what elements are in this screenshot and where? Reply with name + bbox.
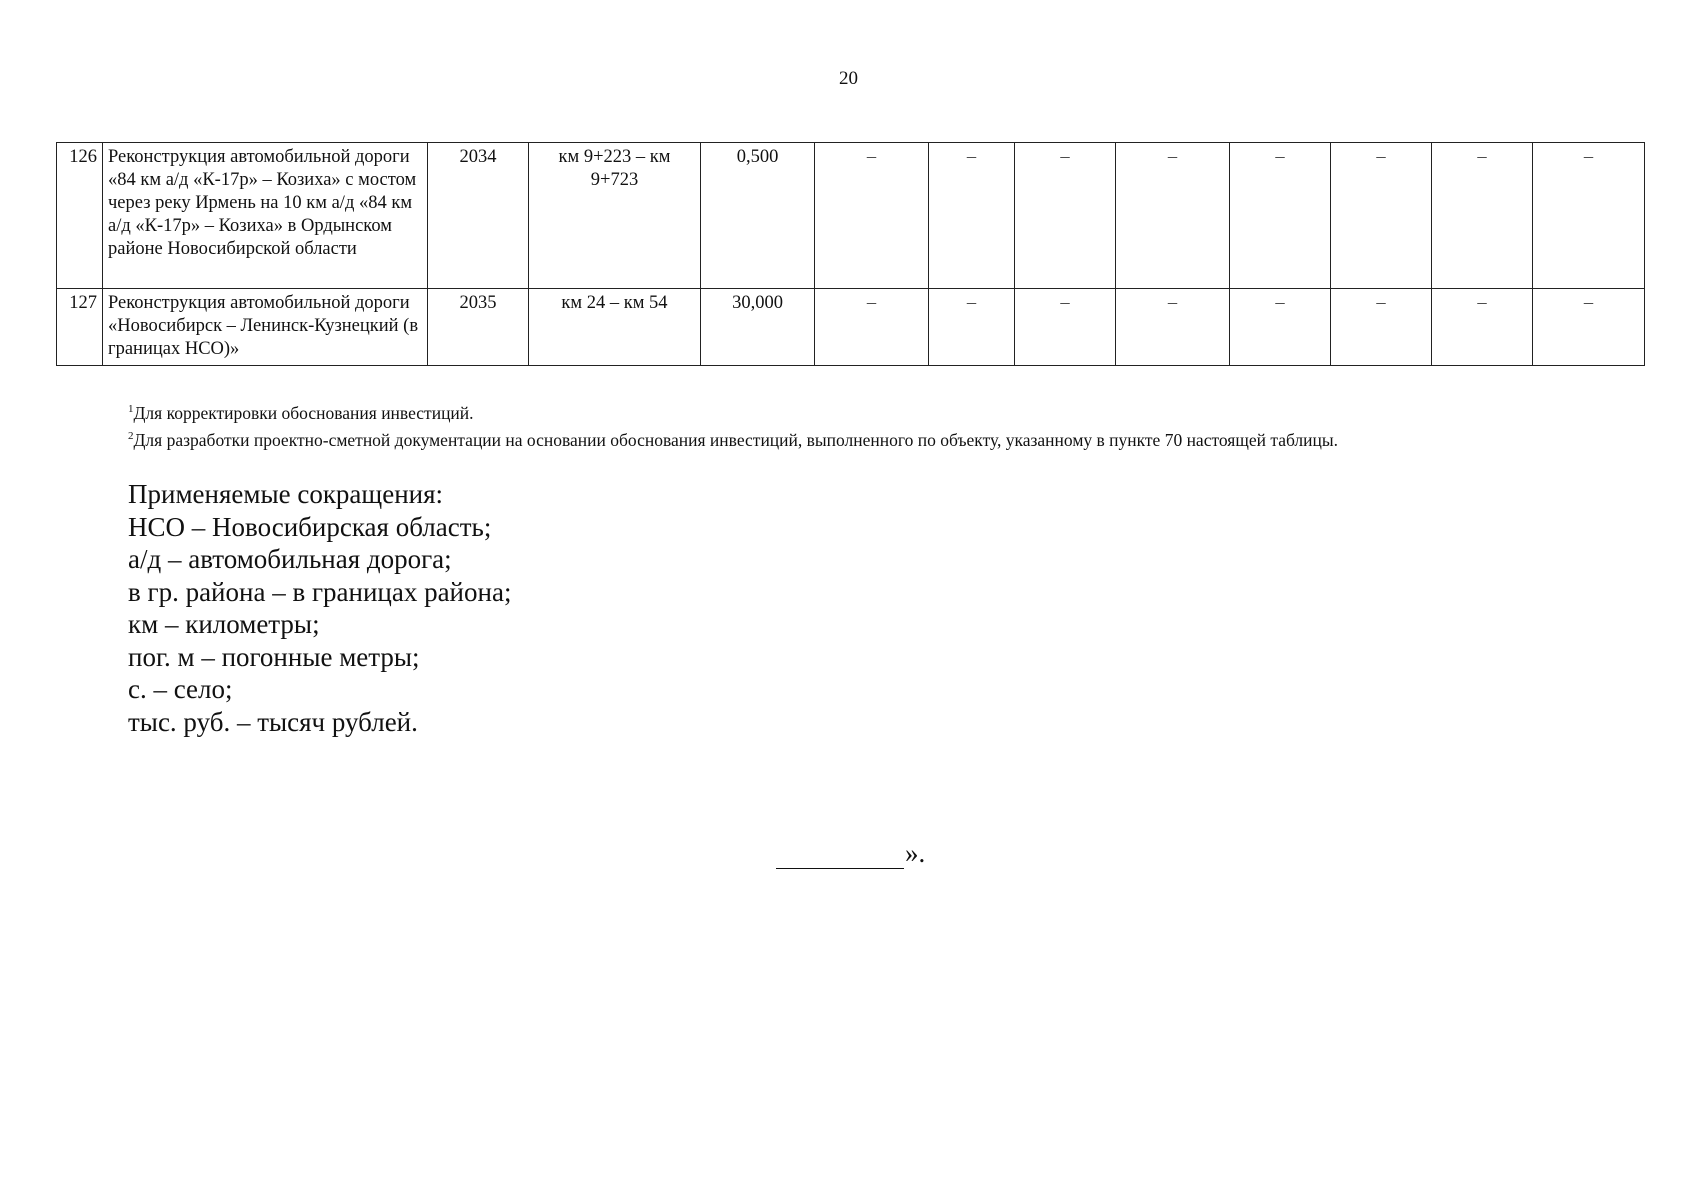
footnote-mark: 1 [128, 403, 134, 415]
road-projects-table [56, 142, 1645, 366]
value-cell: – [929, 143, 1015, 289]
abbreviation-item: пог. м – погонные метры; [128, 641, 420, 672]
year-cell: 2034 [428, 143, 529, 289]
row-number: 127 [57, 289, 103, 366]
value-cell: – [1116, 143, 1230, 289]
abbreviations-block [128, 478, 511, 738]
abbreviation-item: НСО – Новосибирская область; [128, 511, 492, 542]
value-cell: – [1533, 143, 1645, 289]
abbreviations-heading: Применяемые сокращения: [128, 479, 444, 509]
footnote-mark: 2 [128, 430, 134, 442]
object-name: Реконструкция автомобильной дороги «84 км а/д «К-17р» – Козиха» с мостом через реку Ирмень на 10 км а/д «84 км а/д «К-17р» – Козиха» в Ордынском районе Новосибирской области [103, 143, 428, 289]
length-cell: 0,500 [701, 143, 815, 289]
footnote [128, 398, 1338, 425]
value-cell: – [1116, 289, 1230, 366]
value-cell: – [1432, 143, 1533, 289]
abbreviation-item: км – километры; [128, 609, 320, 639]
footnote-text: Для корректировки обоснования инвестиций. [133, 403, 474, 423]
closing-line [776, 838, 925, 869]
signature-underline [776, 842, 904, 869]
table-row [57, 289, 1645, 366]
page-number: 20 [839, 68, 858, 89]
abbreviation-item: тыс. руб. – тысяч рублей. [128, 706, 418, 737]
value-cell: – [1230, 289, 1331, 366]
footnote [128, 425, 1338, 452]
km-range-cell: км 9+223 – км 9+723 [529, 143, 701, 289]
footnote-text: Для разработки проектно-сметной документации на основании обоснования инвестиций, выполненного по объекту, указанному в пункте 70 настоящей таблицы. [133, 430, 1339, 450]
object-name: Реконструкция автомобильной дороги «Новосибирск – Ленинск-Кузнецкий (в границах НСО)» [103, 289, 428, 366]
footnotes [128, 398, 1338, 452]
value-cell: – [1331, 289, 1432, 366]
value-cell: – [929, 289, 1015, 366]
km-range-cell: км 24 – км 54 [529, 289, 701, 366]
closing-quote: ». [905, 838, 926, 868]
year-cell: 2035 [428, 289, 529, 366]
value-cell: – [1015, 143, 1116, 289]
value-cell: – [815, 289, 929, 366]
row-number: 126 [57, 143, 103, 289]
abbreviation-item: а/д – автомобильная дорога; [128, 544, 452, 574]
abbreviation-item: с. – село; [128, 674, 233, 704]
value-cell: – [1331, 143, 1432, 289]
value-cell: – [1015, 289, 1116, 366]
value-cell: – [1533, 289, 1645, 366]
value-cell: – [1230, 143, 1331, 289]
abbreviation-item: в гр. района – в границах района; [128, 576, 512, 607]
value-cell: – [1432, 289, 1533, 366]
table-row [57, 143, 1645, 289]
value-cell: – [815, 143, 929, 289]
length-cell: 30,000 [701, 289, 815, 366]
